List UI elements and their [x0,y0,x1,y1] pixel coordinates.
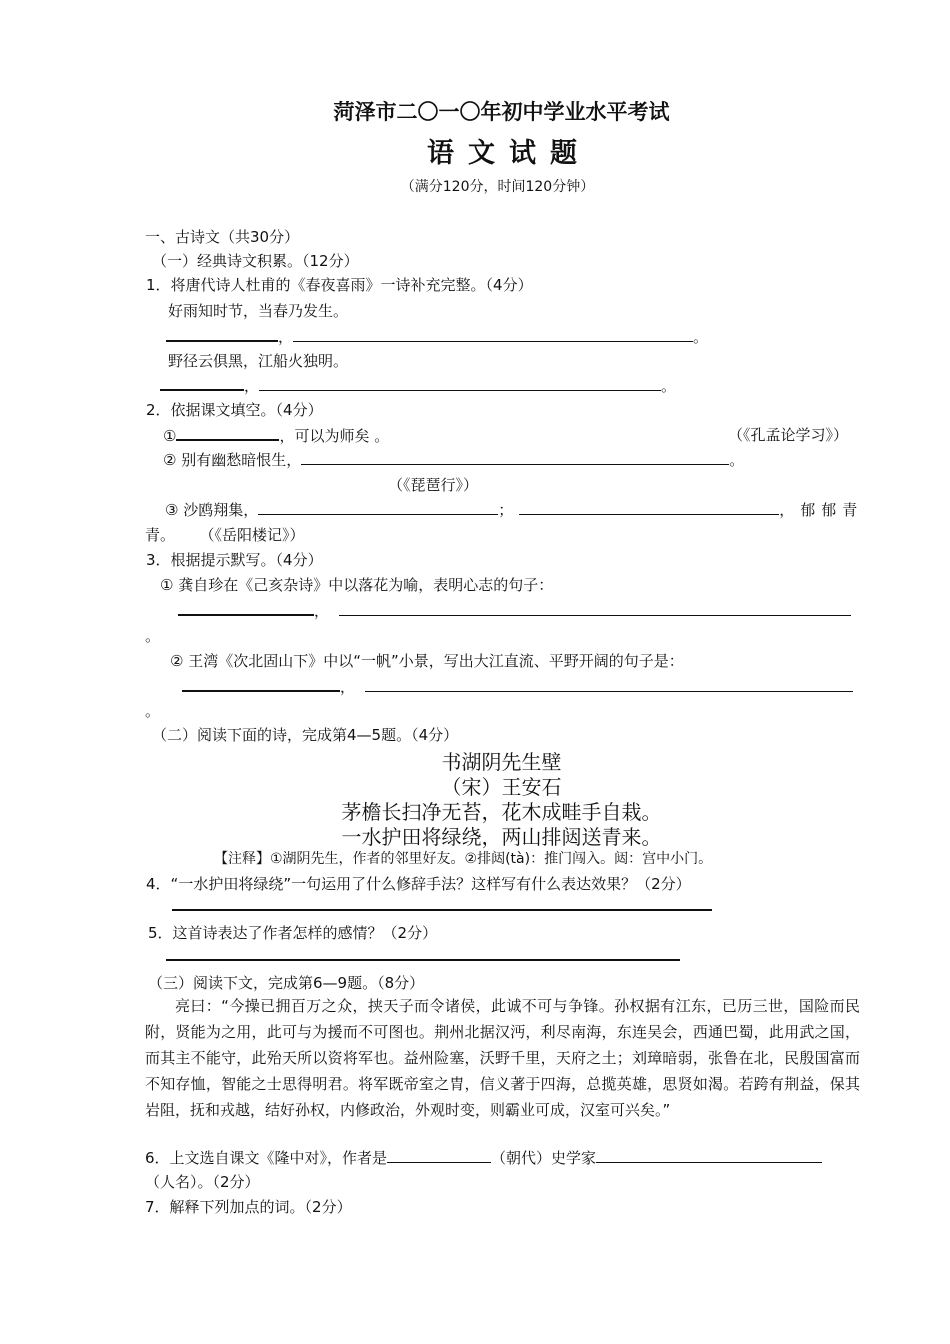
answer-blank[interactable] [387,1147,491,1163]
q3-blank-row-2 [182,675,853,697]
answer-blank[interactable] [365,676,853,692]
semicolon: ； [498,501,514,519]
item-text: ② 别有幽愁暗恨生， [163,451,302,469]
q2-prompt: 2．依据课文填空。（4分） [146,401,323,419]
q4-answer-line [172,894,712,915]
answer-blank[interactable] [293,326,693,342]
q6-cont: （人名）。（2分） [145,1173,260,1191]
q2-item-2 [163,449,744,470]
answer-blank[interactable] [172,894,712,911]
answer-blank[interactable] [178,599,314,616]
q5-prompt: 5．这首诗表达了作者怎样的感情？（2分） [148,924,438,942]
answer-blank[interactable] [339,600,851,616]
answer-blank[interactable] [259,375,661,391]
q2-item-2-source: （《琵琶行》） [388,476,479,494]
exam-note: （满分120分，时间120分钟） [400,179,595,195]
q3-end-1: 。 [145,627,161,645]
comma: ， [278,328,294,346]
answer-blank[interactable] [596,1147,822,1163]
item-text: ，郁郁青 [779,501,864,519]
item-number: ① [163,427,177,445]
q2-item-1-source: （《孔孟论学习》） [728,426,849,444]
q4-prompt: 4．“一水护田将绿绕”一句运用了什么修辞手法？这样写有什么表达效果？（2分） [146,875,691,893]
passage: 亮曰：“今操已拥百万之众，挟天子而令诸侯，此诚不可与争锋。孙权据有江东，已历三世，国险而民附，贤能为之用，此可与为援而不可图也。荆州北据汉沔，利尽南海，东连吴会，西通巴蜀，此用武之国，而其主不能守，此殆天所以资将军也。益州险塞，沃野千里，天府之土；刘璋暗弱，张鲁在北，民殷国富而不知存恤，智能之士思得明君。将军既帝室之胄，信义著于四海，总揽英雄，思贤如渴。若跨有荆益，保其岩阻，抚和戎越，结好孙权，内修政治，外观时变，则霸业可成，汉室可兴矣。” [145,997,860,1119]
q2-item-1 [163,424,389,446]
comma: ， [314,602,330,620]
comma: ， [340,678,356,696]
part3-heading: （三）阅读下文，完成第6—9题。（8分） [148,974,425,992]
answer-blank[interactable] [519,499,779,515]
period: 。 [661,377,677,395]
part2-heading: （二）阅读下面的诗，完成第4—5题。（4分） [152,726,459,744]
q6 [145,1147,822,1168]
poem-title: 书湖阴先生壁 [441,750,562,774]
section-heading: 一、古诗文（共30分） [145,228,300,246]
q2-item-3-cont [145,524,305,545]
answer-blank[interactable] [160,374,244,391]
poem-notes: 【注释】①湖阴先生，作者的邻里好友。②排闼(tà)：推门闯入。闼：宫中小门。 [214,851,713,867]
answer-blank[interactable] [258,499,498,515]
q3-end-2: 。 [145,702,161,720]
subject-title: 语文试题 [427,138,591,169]
part1-heading: （一）经典诗文积累。（12分） [152,252,359,270]
q6-text-a: 6．上文选自课文《隆中对》，作者是 [145,1149,388,1167]
q3-prompt: 3．根据提示默写。（4分） [146,551,323,569]
q3-blank-row-1 [178,599,851,621]
q1-prompt: 1．将唐代诗人杜甫的《春夜喜雨》一诗补充完整。（4分） [146,276,533,294]
poem-verse-1: 茅檐长扫净无苔，花木成畦手自栽。 [341,800,662,824]
answer-blank[interactable] [176,424,279,441]
q3-item-2: ② 王湾《次北固山下》中以“一帆”小景，写出大江直流、平野开阔的句子是： [170,652,684,670]
answer-blank[interactable] [182,675,340,692]
answer-blank[interactable] [166,944,680,961]
q7-prompt: 7．解释下列加点的词。（2分） [145,1198,352,1216]
poem-verse-2: 一水护田将绿绕，两山排闼送青来。 [341,825,662,849]
poem-line-1: 好雨知时节，当春乃发生。 [168,302,349,320]
q5-answer-line [166,944,680,965]
period: 。 [693,328,709,346]
period: 。 [729,451,745,469]
item-text: ③ 沙鸥翔集， [165,501,259,519]
q1-blank-row-1 [166,325,708,347]
poem-author: （宋）王安石 [441,775,562,799]
poem-line-3: 野径云俱黑，江船火独明。 [168,352,349,370]
q6-text-b: （朝代）史学家 [491,1149,597,1167]
item-text: 青。 [145,526,176,544]
source: （《岳阳楼记》） [207,526,305,544]
answer-blank[interactable] [301,449,729,465]
q2-item-3 [165,499,863,520]
q1-blank-row-2 [160,374,676,396]
item-text: ，可以为师矣 。 [279,427,390,445]
q3-item-1: ① 龚自珍在《己亥杂诗》中以落花为喻，表明心志的句子： [160,576,554,594]
comma: ， [244,377,260,395]
exam-title: 菏泽市二〇一〇年初中学业水平考试 [333,100,670,124]
answer-blank[interactable] [166,325,278,342]
